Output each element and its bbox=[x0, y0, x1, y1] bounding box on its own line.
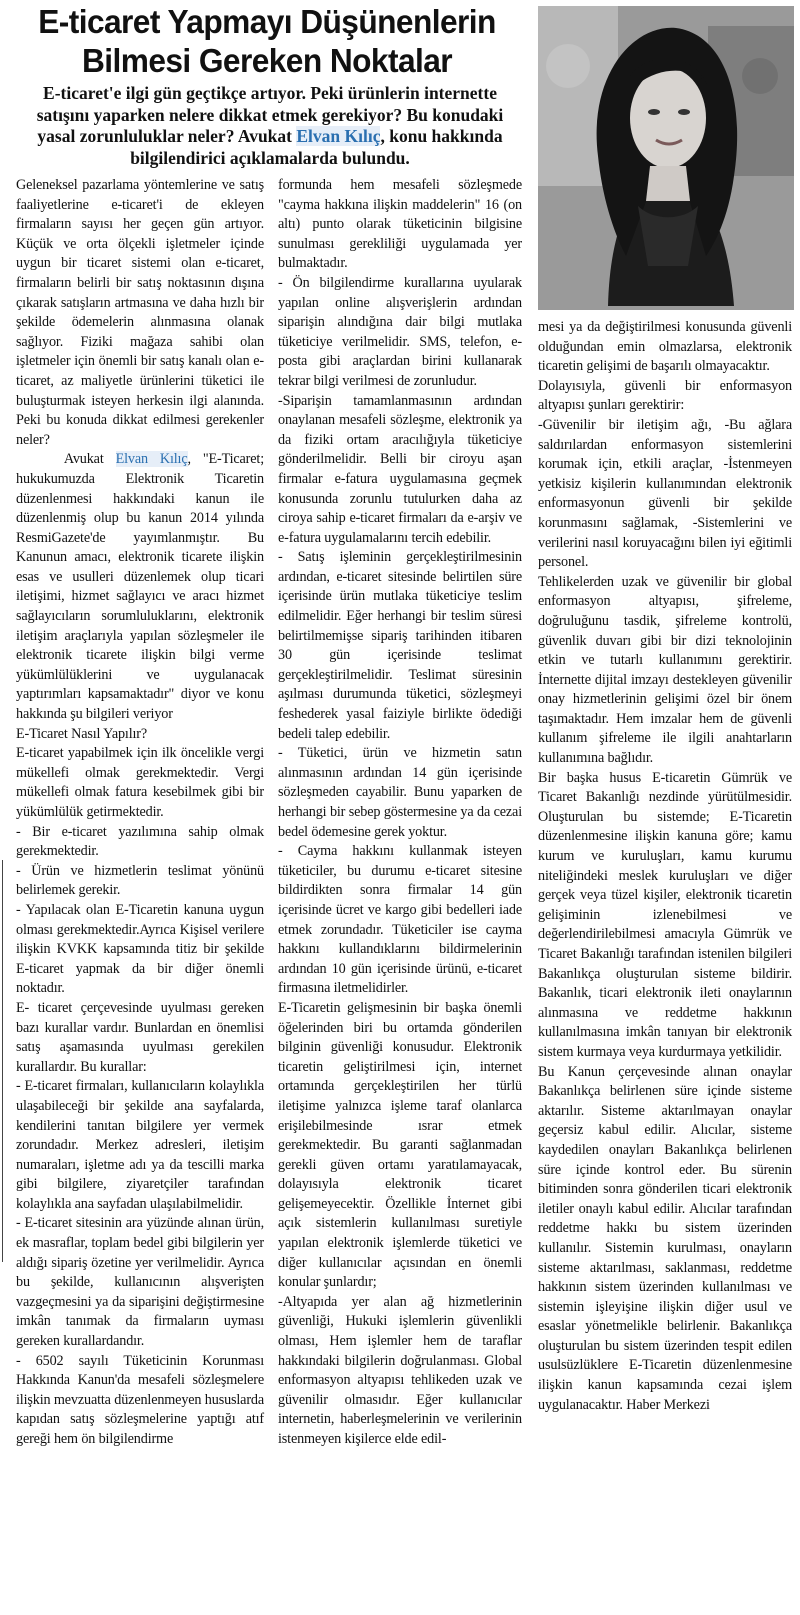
paragraph: - Ön bilgilendirme kurallarına uyularak yapılan online alışverişlerin ardından siparişin alındığına dair bilgi mutlaka tüketiciye verilmelidir. SMS, telefon, e-posta gibi araçlardan birini kullanarak tekrar bilgi verilmesi de zorunludur. bbox=[278, 274, 522, 389]
portrait-illustration bbox=[538, 6, 794, 310]
paragraph: Geleneksel pazarlama yöntemlerine ve satış faaliyetlerine e-ticaret'i de ekleyen firmaların sayısı her geçen gün artıyor. Küçük ve orta ölçekli işletmeler içinde uygun bir ticaret sistemi olan e-ticaret, firmaların belirli bir satış noktasının dışına çıkarak satışların artmasına ve daha hızlı bir şekilde ödemelerin alınmasına olanak sağlıyor. Fiziki mağaza sahibi olan işletmeler için önemli bir satış kanalı olan e-ticaret, az maliyetle ürünlerini tüketici ile buluşturmak isteyen herkesin ilgi alanında. Peki bu konuda dikkat edilmesi gerekenler neler? bbox=[16, 177, 264, 448]
paragraph: mesi ya da değiştirilmesi konusunda güvenli olduğundan emin olmazlarsa, elektronik ticaretin gelişimi de başarılı olmayacaktır. bbox=[538, 319, 792, 375]
paragraph: E-ticaret yapabilmek için ilk öncelikle vergi mükellefi olmak gerekmektedir. Vergi mükellefi olmak fatura kesebilmek gibi bir yükümlülük getirmektedir. bbox=[16, 745, 264, 820]
lead-text: , konu hakkında bbox=[380, 126, 503, 146]
paragraph bbox=[538, 1063, 792, 1416]
lead-line: satışını yaparken nelere dikkat etmek gerekiyor? Bu konudaki bbox=[36, 104, 504, 125]
byline: Haber Merkezi bbox=[626, 1396, 710, 1413]
lawyer-name-highlight: Elvan Kılıç bbox=[115, 451, 188, 468]
paragraph: -Altyapıda yer alan ağ hizmetlerinin güvenliği, Hukuki işlemlerin güvenlikli olması, Hem işlemler hem de taraflar hakkındaki bilgilerin doğrulanması. Global enformasyon altyapısı tehlikeden uzak ve güvenilir olmasıdır. Eğer kullanıcılar internetin, haberleşmelerinin ve verilerinin istenmeyen kişilerce elde edil- bbox=[278, 1293, 522, 1447]
article-column-2 bbox=[278, 176, 522, 1450]
paragraph-text: , "E-Ticaret; hukukumuzda Elektronik Ticaretin düzenlenmesi hakkındaki kanun ile düzenlenmiş olup bu kanun 2014 yılında ResmiGazete'de yayımlanmıştır. Bu Kanunun amacı, elektronik ticarete ilişkin esas ve usulleri düzenlemek olup ticari iletişimi, hizmet sağlayıcı ve aracı hizmet sağlayıcıların sorumluluklarını, elektronik iletişim araçlarıyla yapılan sözleşmeler ile elektronik ticarete ilişkin bilgi verme yükümlülüklerini ve uygulanacak yaptırımları kapsamaktadır" diyor ve konu hakkında şu bilgileri veriyor bbox=[16, 451, 264, 723]
paragraph: Dolayısıyla, güvenli bir enformasyon altyapısı şunları gerektirir: bbox=[538, 377, 792, 414]
paragraph: E-Ticaret Nasıl Yapılır? bbox=[16, 725, 148, 742]
paragraph: E-Ticaretin gelişmesinin bir başka önemli öğelerinden biri bu ortamda gönderilen bilginin güvenliği konusudur. Elektronik ticaretin geliştirilmesi için, internet ortamında gerçekleştirilen her türlü iletişime yalnızca işleme taraf olanlarca erişilebilmesinde ısrar etmek gerekmektedir. Bu garanti sağlanmadan gerekli güven ortamı yaratılamayacak, dolayısıyla elektronik ticaret gelişemeyecektir. Özellikle İnternet gibi açık sistemlerin kullanılması suretiyle yapılan elektronik işlemlerde tüketici ve diğer kullanıcılar açısından en önemli konular şunlardır; bbox=[278, 999, 522, 1291]
paragraph: -Güvenilir bir iletişim ağı, -Bu ağlara saldırılardan enformasyon sistemlerini korumak için, etkili araçlar, -İstenmeyen yetkisiz kişilerin kullanımından elektronik enformasyonun güvenli bir şekilde korunmasını sağlamak, -Sistemlerini ve verilerini nasıl koruyacağını bilen iyi eğitimli personel. bbox=[538, 416, 792, 571]
lead-line: E-ticaret'e ilgi gün geçtikçe artıyor. Peki ürünlerin internette bbox=[43, 83, 497, 103]
paragraph: -Siparişin tamamlanmasının ardından onaylanan mesafeli sözleşme, elektronik ya da fiziki ortam aracılığıyla tüketiciye gönderilmelidir. Belli bir ciroyu aşan firmalar e-fatura uygulamasına geçmek konusunda zorunlu tutulurken daha az ciroya sahip e-ticaret firmaları da e-arşiv ve e-fatura uygulamalarını tercih edebilir. bbox=[278, 392, 522, 546]
paragraph bbox=[16, 450, 264, 724]
paragraph: - Ürün ve hizmetlerin teslimat yönünü belirlemek gerekir. bbox=[16, 862, 264, 899]
paragraph: - 6502 sayılı Tüketicinin Korunması Hakkında Kanun'da mesafeli sözleşmelere ilişkin mevzuatta düzenlenmeyen hususlarda kapıdan satış sözleşmelerine yaptığı atıf gereği hem ön bilgilendirme bbox=[16, 1352, 264, 1447]
paragraph: formunda hem mesafeli sözleşmede "cayma hakkına ilişkin maddelerin" 16 (on altı) punto olarak tüketicinin bilgisine sunulması gerekliliği uygulamada yer bulmaktadır. bbox=[278, 177, 522, 272]
paragraph: Bir başka husus E-ticaretin Gümrük ve Ticaret Bakanlığı nezdinde yürütülmesidir. Oluşturulan bu sistemde; E-Ticaretin düzenlenmesine ilişkin kanuna göre; kamu kurum ve kuruluşları, kamu kurumu niteliğindeki meslek kuruluşları ve diğer gerçek veya tüzel kişiler, elektronik ticaretin gelişiminin izlenebilmesi ve değerlendirilebilmesi amacıyla Gümrük ve Ticaret Bakanlığı tarafından istenilen bilgileri Bakanlıkça oluşturulan sisteme bildirir. Bakanlık, ticari elektronik ileti onaylarının alınmasına ve reddetme hakkının kullanılmasına imkân tanıyan bir elektronik sistem kurmaya veya kurdurmaya yetkilidir. bbox=[538, 769, 792, 1060]
paragraph: - E-ticaret firmaları, kullanıcıların kolaylıkla ulaşabileceği bir şekilde ana sayfalarda, kendilerini tanıtan bilgilere yer vermek zorundadır. Merkez adresleri, iletişim numaraları, işletme adı ya da tescilli marka gibi bilgilere, ziyaretçiler tarafından kolaylıkla ana sayfadan ulaşılabilmelidir. bbox=[16, 1078, 264, 1212]
lead-line: bilgilendirici açıklamalarda bulundu. bbox=[130, 147, 410, 168]
lawyer-name-highlight: Elvan Kılıç bbox=[296, 126, 381, 146]
lead-line bbox=[14, 126, 526, 148]
paragraph: - Bir e-ticaret yazılımına sahip olmak gerekmektedir. bbox=[16, 823, 264, 860]
lead-text: yasal zorunluluklar neler? Avukat bbox=[37, 126, 292, 146]
paragraph: E- ticaret çerçevesinde uyulması gereken bazı kurallar vardır. Bunlardan en önemlisi satış aşamasında uyulması gerekilen kurallardır. Bu kurallar: bbox=[16, 999, 264, 1075]
paragraph: - Cayma hakkını kullanmak isteyen tüketiciler, bu durumu e-ticaret sitesine bildirdikten sonra firmalar 14 gün içerisinde ücret ve kargo gibi bedelleri iade etmek zorundadır. Tüketiciler ise cayma hakkını kullandıklarını bildirmelerinin ardından 10 gün içerisinde ürünü, e-ticaret firmasına iletmelidirler. bbox=[278, 843, 522, 997]
article-column-3 bbox=[538, 318, 792, 1415]
title-line: E-ticaret Yapmayı Düşünenlerin bbox=[38, 3, 496, 40]
paragraph: - Yapılacak olan E-Ticaretin kanuna uygun olması gerekmektedir.Ayrıca Kişisel verilere ilişkin KVKK kapsamında titiz bir şekilde E-ticaret yapmak da bir diğer önemli noktadır. bbox=[16, 901, 264, 997]
paragraph: Tehlikelerden uzak ve güvenilir bir global enformasyon altyapısı, şifreleme, doğruluğunu tasdik, şifreleme kontrolü, güvenlik duvarı gibi bir dizi teknolojinin etkin ve tutarlı kullanımını gerektirir. İnternette dijital imzayı destekleyen güvenilir onay hizmetlerinin gelişimi özel bir önem taşımaktadır. Hem imzalar hem de güvenli kullanım şifreleme ile ilgili anahtarların kullanımına bağlıdır. bbox=[538, 573, 792, 767]
paragraph: - Tüketici, ürün ve hizmetin satın alınmasının ardından 14 gün içerisinde sözleşmeden cayabilir. Bunu yaparken de herhangi bir sebep göstermesine ya da cezai bedel ödemesine gerek yoktur. bbox=[278, 745, 522, 840]
portrait-photo bbox=[538, 6, 794, 310]
article-column-1 bbox=[16, 176, 264, 1450]
paragraph: - E-ticaret sitesinin ara yüzünde alınan ürün, ek masraflar, toplam bedel gibi bilgilerin yer aldığı sipariş özetine yer verilmelidir. Ayrıca bu şekilde, kullanıcının alışverişten vazgeçmesini ya da siparişini değiştirmesine imkân tanımak da firmaların uyması gereken kurallardandır. bbox=[16, 1215, 264, 1350]
title-line: Bilmesi Gereken Noktalar bbox=[81, 42, 453, 79]
paragraph-text: Bu Kanun çerçevesinde alınan onaylar Bakanlıkça belirlenen süre içinde sisteme aktarılır. Sisteme aktarılmayan onaylar geçersiz kabul edilir. Alıcılar, sisteme kaydedilen onayları Bakanlıkça belirlenen süre içinde kontrol eder. Bu sürenin bitiminden sonra gönderilen ticari elektronik iletiler onaylı kabul edilir. Alıcılar tarafından reddetme hakkı bu sistem üzerinden kullanılır. Sistemin kurulması, onayların sisteme aktarılması, saklanması, reddetme hakkının sistem üzerinden kullanılması ve sistemin işleyişine ilişkin diğer usul ve esaslar yönetmelikle belirlenir. Bakanlıkça oluşturulan bu sistem üzerinden tespit edilen usulsüzlüklere E-Ticaretin düzenlenmesine ilişkin kanun kapsamında cezai işlem uygulanacaktır. bbox=[538, 1063, 792, 1413]
article-lead bbox=[14, 83, 526, 169]
margin-mark bbox=[2, 860, 3, 1262]
paragraph: - Satış işleminin gerçekleştirilmesinin ardından, e-ticaret sitesinde belirtilen süre içerisinde ürün mutlaka tüketiciye teslim edilmelidir. Eğer herhangi bir teslim süresi belirtilmemişse sipariş tarihinden itibaren 30 gün içerisinde teslimat gerçekleştirilmelidir. Teslimat süresinin aşılması durumunda tüketici, sözleşmeyi feshederek yasal faiziyle birlikte ödediği bedeli talep edebilir. bbox=[278, 549, 522, 742]
paragraph-text: Avukat bbox=[63, 451, 104, 468]
article-title bbox=[16, 2, 517, 80]
